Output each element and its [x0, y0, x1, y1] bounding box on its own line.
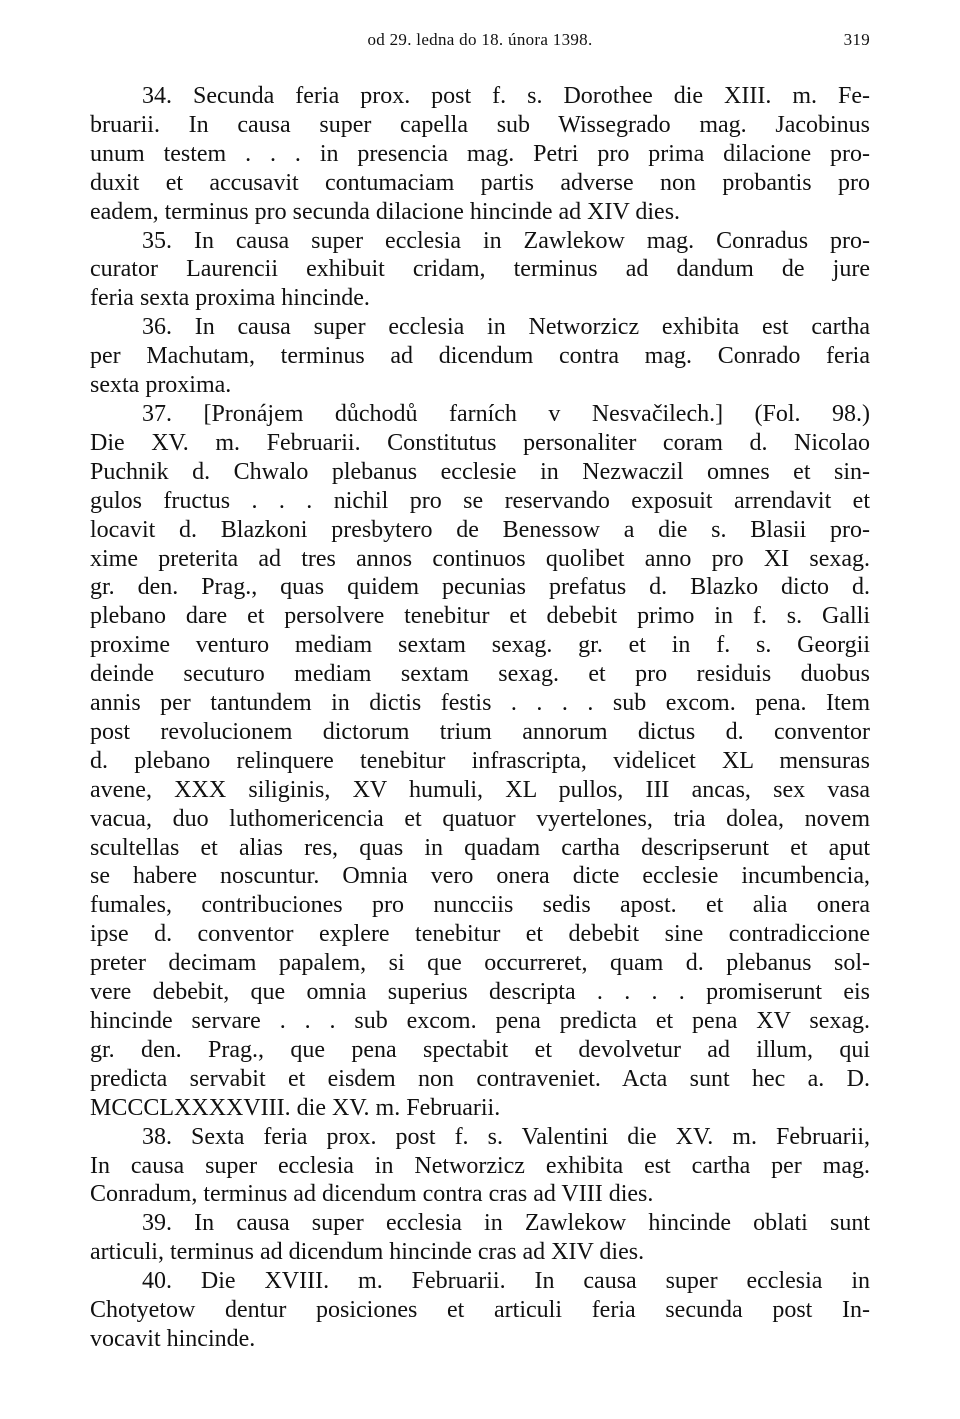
text-line: vacua, duo luthomericencia et quatuor vyertelones, tria dolea, novem: [90, 805, 870, 832]
text-line: duxit et accusavit contumaciam partis adverse non probantis pro: [90, 169, 870, 196]
body-text: [90, 82, 870, 1354]
text-line: unum testem . . . in presencia mag. Petri pro prima dilacione pro-: [90, 140, 870, 167]
text-line: sexta proxima.: [90, 372, 232, 399]
text-line: gulos fructus . . . nichil pro se reservando exposuit arrendavit et: [90, 487, 870, 514]
text-line: 35. In causa super ecclesia in Zawlekow mag. Conradus pro-: [142, 227, 870, 254]
text-line: Die XV. m. Februarii. Constitutus personaliter coram d. Nicolao: [90, 429, 870, 456]
text-line: curator Laurencii exhibuit cridam, terminus ad dandum de jure: [90, 256, 870, 283]
page-number: 319: [843, 30, 870, 49]
text-line: In causa super ecclesia in Networzicz exhibita est cartha per mag.: [90, 1152, 870, 1179]
text-line: 39. In causa super ecclesia in Zawlekow hincinde oblati sunt: [142, 1210, 870, 1237]
text-line: xime preterita ad tres annos continuos quolibet anno pro XI sexag.: [90, 545, 870, 572]
text-line: gr. den. Prag., que pena spectabit et devolvetur ad illum, qui: [90, 1036, 870, 1063]
text-line: deinde secuturo mediam sextam sexag. et pro residuis duobus: [90, 661, 870, 688]
running-title: od 29. ledna do 18. února 1398.: [367, 30, 593, 49]
running-head: [90, 30, 870, 60]
text-line: predicta servabit et eisdem non contraveniet. Acta sunt hec a. D.: [90, 1065, 870, 1092]
text-line: articuli, terminus ad dicendum hincinde cras ad XIV dies.: [90, 1239, 645, 1266]
text-line: hincinde servare . . . sub excom. pena predicta et pena XV sexag.: [90, 1008, 870, 1034]
text-line: fumales, contribuciones pro nuncciis sedis apost. et alia onera: [90, 892, 870, 919]
text-line: feria sexta proxima hincinde.: [90, 285, 370, 312]
text-line: annis per tantundem in dictis festis . . . . sub excom. pena. Item: [90, 690, 870, 717]
text-line: avene, XXX siliginis, XV humuli, XL pullos, III ancas, sex vasa: [90, 776, 870, 803]
text-line: scultellas et alias res, quas in quadam cartha descripserunt et aput: [90, 834, 870, 861]
text-line: Chotyetow dentur posiciones et articuli feria secunda post In-: [90, 1297, 870, 1324]
text-line: 36. In causa super ecclesia in Networzicz exhibita est cartha: [142, 314, 870, 341]
text-line: se habere noscuntur. Omnia vero onera dicte ecclesie incumbencia,: [90, 863, 870, 890]
text-line: per Machutam, terminus ad dicendum contra mag. Conrado feria: [90, 343, 870, 370]
text-line: Conradum, terminus ad dicendum contra cras ad VIII dies.: [90, 1181, 654, 1208]
text-line: locavit d. Blazkoni presbytero de Benessow a die s. Blasii pro-: [90, 516, 870, 543]
text-line: Puchnik d. Chwalo plebanus ecclesie in Nezwaczil omnes et sin-: [90, 458, 870, 485]
text-line: 34. Secunda feria prox. post f. s. Dorothee die XIII. m. Fe-: [142, 83, 870, 109]
text-line: bruarii. In causa super capella sub Wissegrado mag. Jacobinus: [90, 111, 870, 138]
text-line: ipse d. conventor explere tenebitur et debebit sine contradiccione: [90, 921, 870, 948]
text-line: eadem, terminus pro secunda dilacione hincinde ad XIV dies.: [90, 198, 681, 225]
text-line: post revolucionem dictorum trium annorum dictus d. conventor: [90, 718, 870, 745]
text-line: plebano dare et persolvere tenebitur et debebit primo in f. s. Galli: [90, 603, 870, 630]
text-line: 38. Sexta feria prox. post f. s. Valentini die XV. m. Februarii,: [142, 1123, 870, 1150]
text-line: vere debebit, que omnia superius descripta . . . . promiserunt eis: [90, 979, 870, 1006]
text-line: d. plebano relinquere tenebitur infrascripta, videlicet XL mensuras: [90, 747, 870, 774]
text-line: 40. Die XVIII. m. Februarii. In causa super ecclesia in: [142, 1268, 870, 1295]
text-line: MCCCLXXXXVIII. die XV. m. Februarii.: [90, 1094, 501, 1121]
text-line: proxime venturo mediam sextam sexag. gr. et in f. s. Georgii: [90, 632, 870, 659]
text-line: vocavit hincinde.: [90, 1325, 256, 1352]
text-line: preter decimam papalem, si que occurreret, quam d. plebanus sol-: [90, 950, 870, 977]
text-line: gr. den. Prag., quas quidem pecunias prefatus d. Blazko dicto d.: [90, 574, 870, 601]
text-line: 37. [Pronájem důchodů farních v Nesvačilech.] (Fol. 98.): [142, 400, 870, 427]
